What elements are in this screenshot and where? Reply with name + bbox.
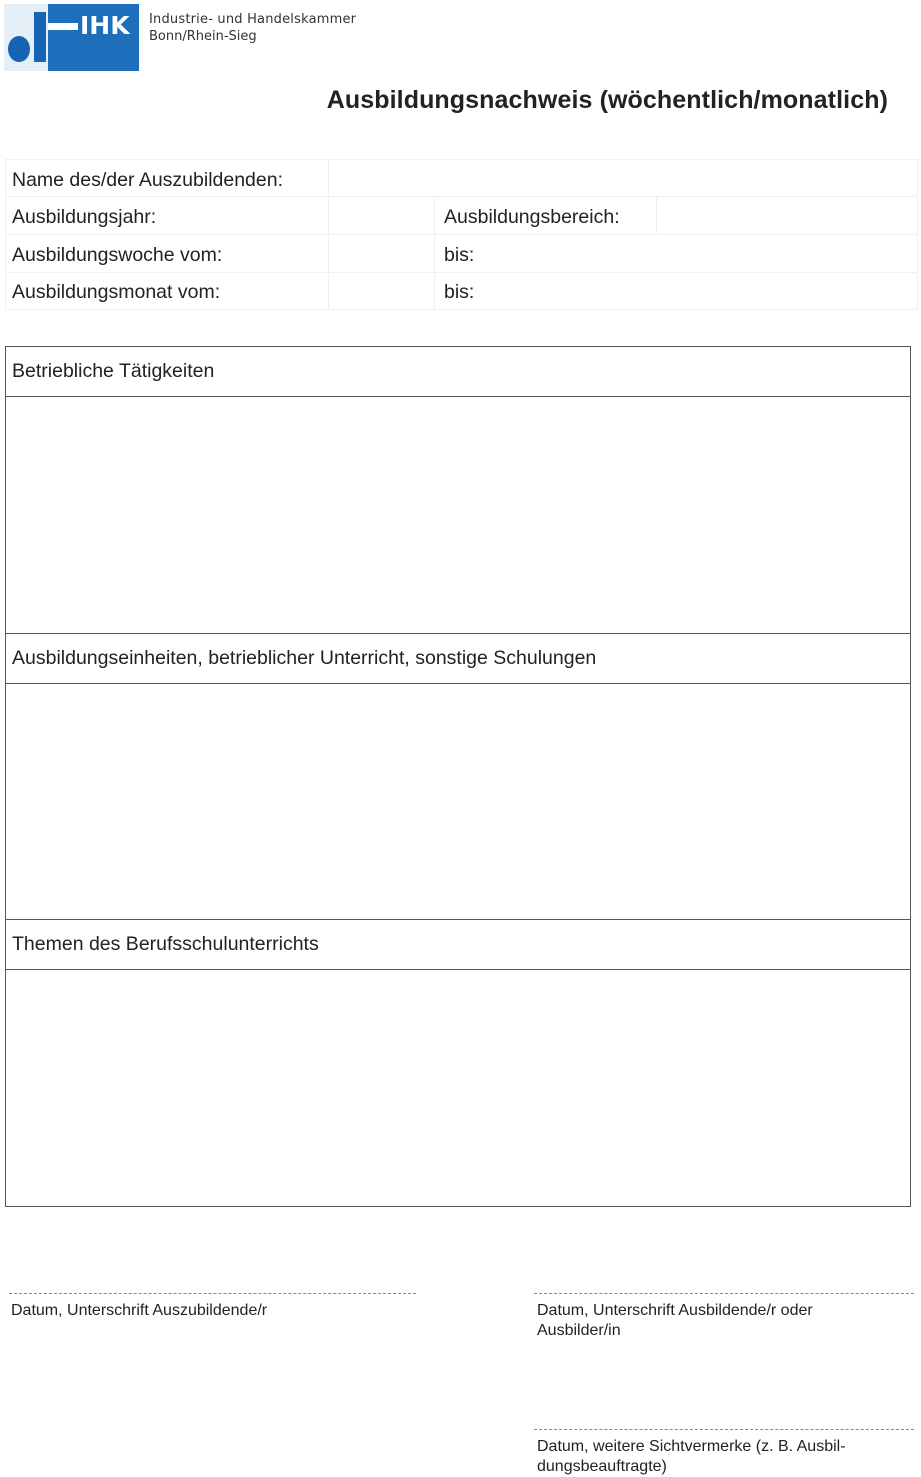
section-content-area[interactable] (6, 970, 910, 1206)
logo-dot-icon (8, 36, 30, 62)
section-content-area[interactable] (6, 684, 910, 919)
section-title: Betriebliche Tätigkeiten (12, 360, 215, 382)
section-header (6, 634, 910, 683)
logo-blue-block (48, 4, 139, 71)
signature-line-trainee (9, 1293, 416, 1294)
section-header (6, 347, 910, 396)
month-label: Ausbildungsmonat vom: (12, 281, 221, 303)
ihk-logo (4, 4, 139, 71)
org-name-line1: Industrie- und Handelskammer (149, 12, 357, 27)
week-to-label: bis: (444, 244, 475, 266)
signature-label-trainee: Datum, Unterschrift Auszubildende/r (11, 1302, 268, 1319)
name-label: Name des/der Auszubildenden: (12, 169, 284, 191)
activity-sections (5, 346, 911, 1207)
logo-text: IHK (80, 11, 130, 40)
section-title: Themen des Berufsschulunterrichts (12, 933, 319, 955)
info-row-divider (6, 272, 917, 273)
signature-line-further (534, 1429, 914, 1430)
info-row-divider (6, 196, 917, 197)
info-row-divider (6, 234, 917, 235)
section-title: Ausbildungseinheiten, betrieblicher Unterricht, sonstige Schulungen (12, 647, 597, 669)
info-divider (434, 196, 435, 310)
signature-label-further: Datum, weitere Sichtvermerke (z. B. Ausbil-dungsbeauftragte) (537, 1438, 846, 1475)
logo-stem-icon (34, 12, 46, 62)
logo-bar-icon (48, 23, 78, 30)
org-name-line2: Bonn/Rhein-Sieg (149, 29, 257, 44)
section-content-area[interactable] (6, 397, 910, 633)
area-label: Ausbildungsbereich: (444, 206, 620, 228)
signature-label-trainer: Datum, Unterschrift Ausbildende/r oder Ausbilder/in (537, 1302, 813, 1339)
document-title: Ausbildungsnachweis (wöchentlich/monatlich) (326, 86, 888, 114)
year-label: Ausbildungsjahr: (12, 206, 157, 228)
section-header (6, 920, 910, 969)
info-divider (656, 196, 657, 234)
week-label: Ausbildungswoche vom: (12, 244, 223, 266)
month-to-label: bis: (444, 281, 475, 303)
signature-line-trainer (534, 1293, 914, 1294)
trainee-info-table (5, 159, 918, 310)
